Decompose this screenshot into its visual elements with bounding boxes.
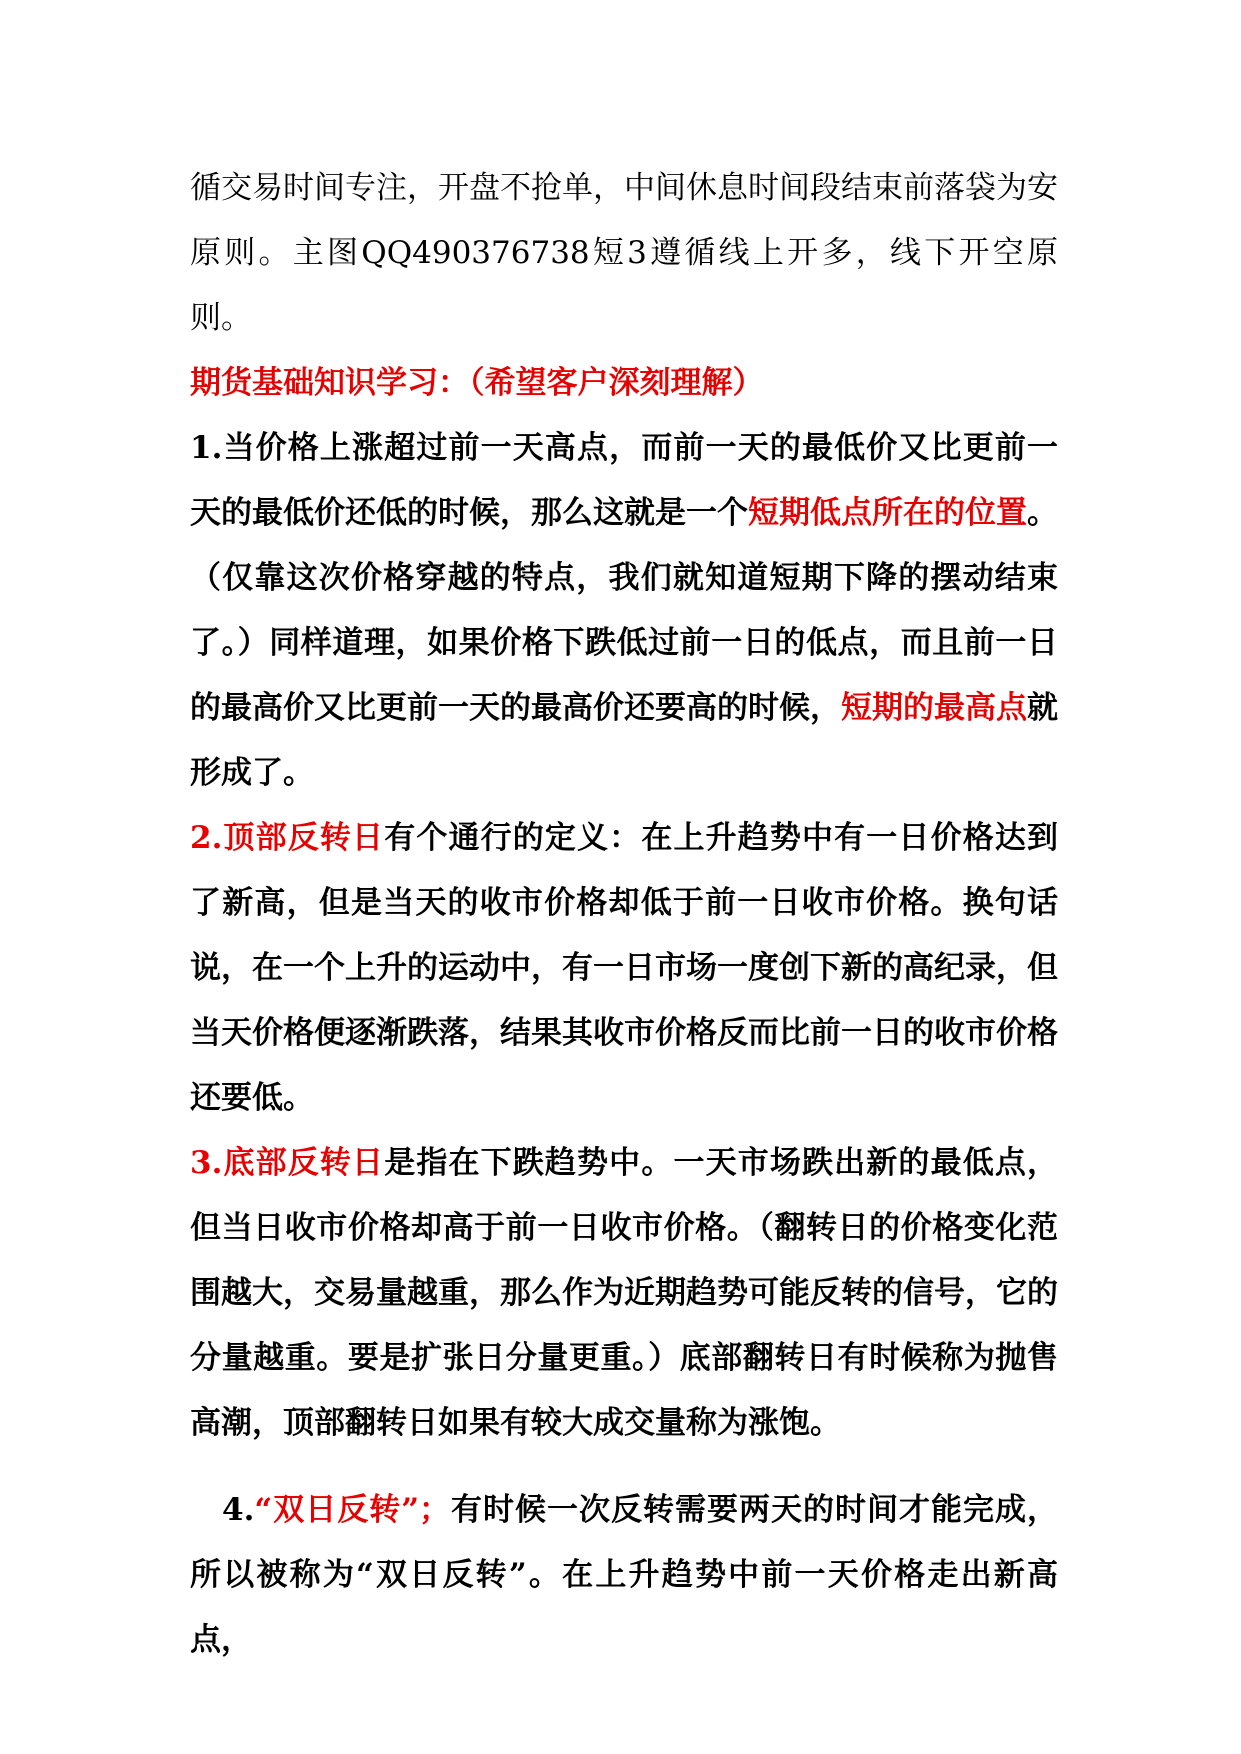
paragraph-2-text: 有个通行的定义：在上升趋势中有一日价格达到了新高，但是当天的收市价格却低于前一日收市价格。换句话说，在一个上升的运动中，有一日市场一度创下新的高纪录，但当天价格便逐渐跌落，结果其收市价格反而比前一日的收市价格还要低。 (190, 820, 1058, 1116)
paragraph-4-text: 有时候一次反转需要两天的时间才能完成，所以被称为“双日反转”。在上升趋势中前一天价格走出新高点， (190, 1492, 1058, 1658)
intro-paragraph (190, 156, 1058, 351)
paragraph-3 (190, 1131, 1058, 1456)
highlight-short-term-high: 短期的最高点 (841, 690, 1027, 726)
highlight-bottom-reversal-day: 3.底部反转日 (190, 1145, 385, 1181)
paragraph-1-lead: 1.当价格上涨超过前一天高点，而前一天的最低价又比更前一天的最低价还低的时候，那么这就是一个 (190, 430, 1058, 531)
paragraph-1-tail: 就形成了。 (190, 690, 1058, 791)
paragraph-2 (190, 806, 1058, 1131)
paragraph-1-middle: 。（仅靠这次价格穿越的特点，我们就知道短期下降的摆动结束了。）同样道理，如果价格下跌低过前一日的低点，而且前一日的最高价又比更前一天的最高价还要高的时候， (190, 495, 1058, 726)
section-title: 期货基础知识学习：（希望客户深刻理解） (190, 365, 764, 401)
paragraph-3-text: 是指在下跌趋势中。一天市场跌出新的最低点，但当日收市价格却高于前一日收市价格。（翻转日的价格变化范围越大，交易量越重，那么作为近期趋势可能反转的信号，它的分量越重。要是扩张日分量更重。）底部翻转日有时候称为抛售高潮，顶部翻转日如果有较大成交量称为涨饱。 (190, 1145, 1058, 1441)
highlight-short-term-low: 短期低点所在的位置 (748, 495, 1027, 531)
paragraph-4 (190, 1478, 1058, 1673)
highlight-two-day-reversal: “双日反转”； (254, 1492, 451, 1528)
paragraph-1 (190, 416, 1058, 806)
paragraph-4-number: 4. (222, 1492, 255, 1528)
highlight-top-reversal-day: 2.顶部反转日 (190, 820, 385, 856)
intro-text: 循交易时间专注，开盘不抢单，中间休息时间段结束前落袋为安原则。主图QQ490376738短3遵循线上开多，线下开空原则。 (190, 170, 1058, 336)
document-body (190, 156, 1058, 1673)
